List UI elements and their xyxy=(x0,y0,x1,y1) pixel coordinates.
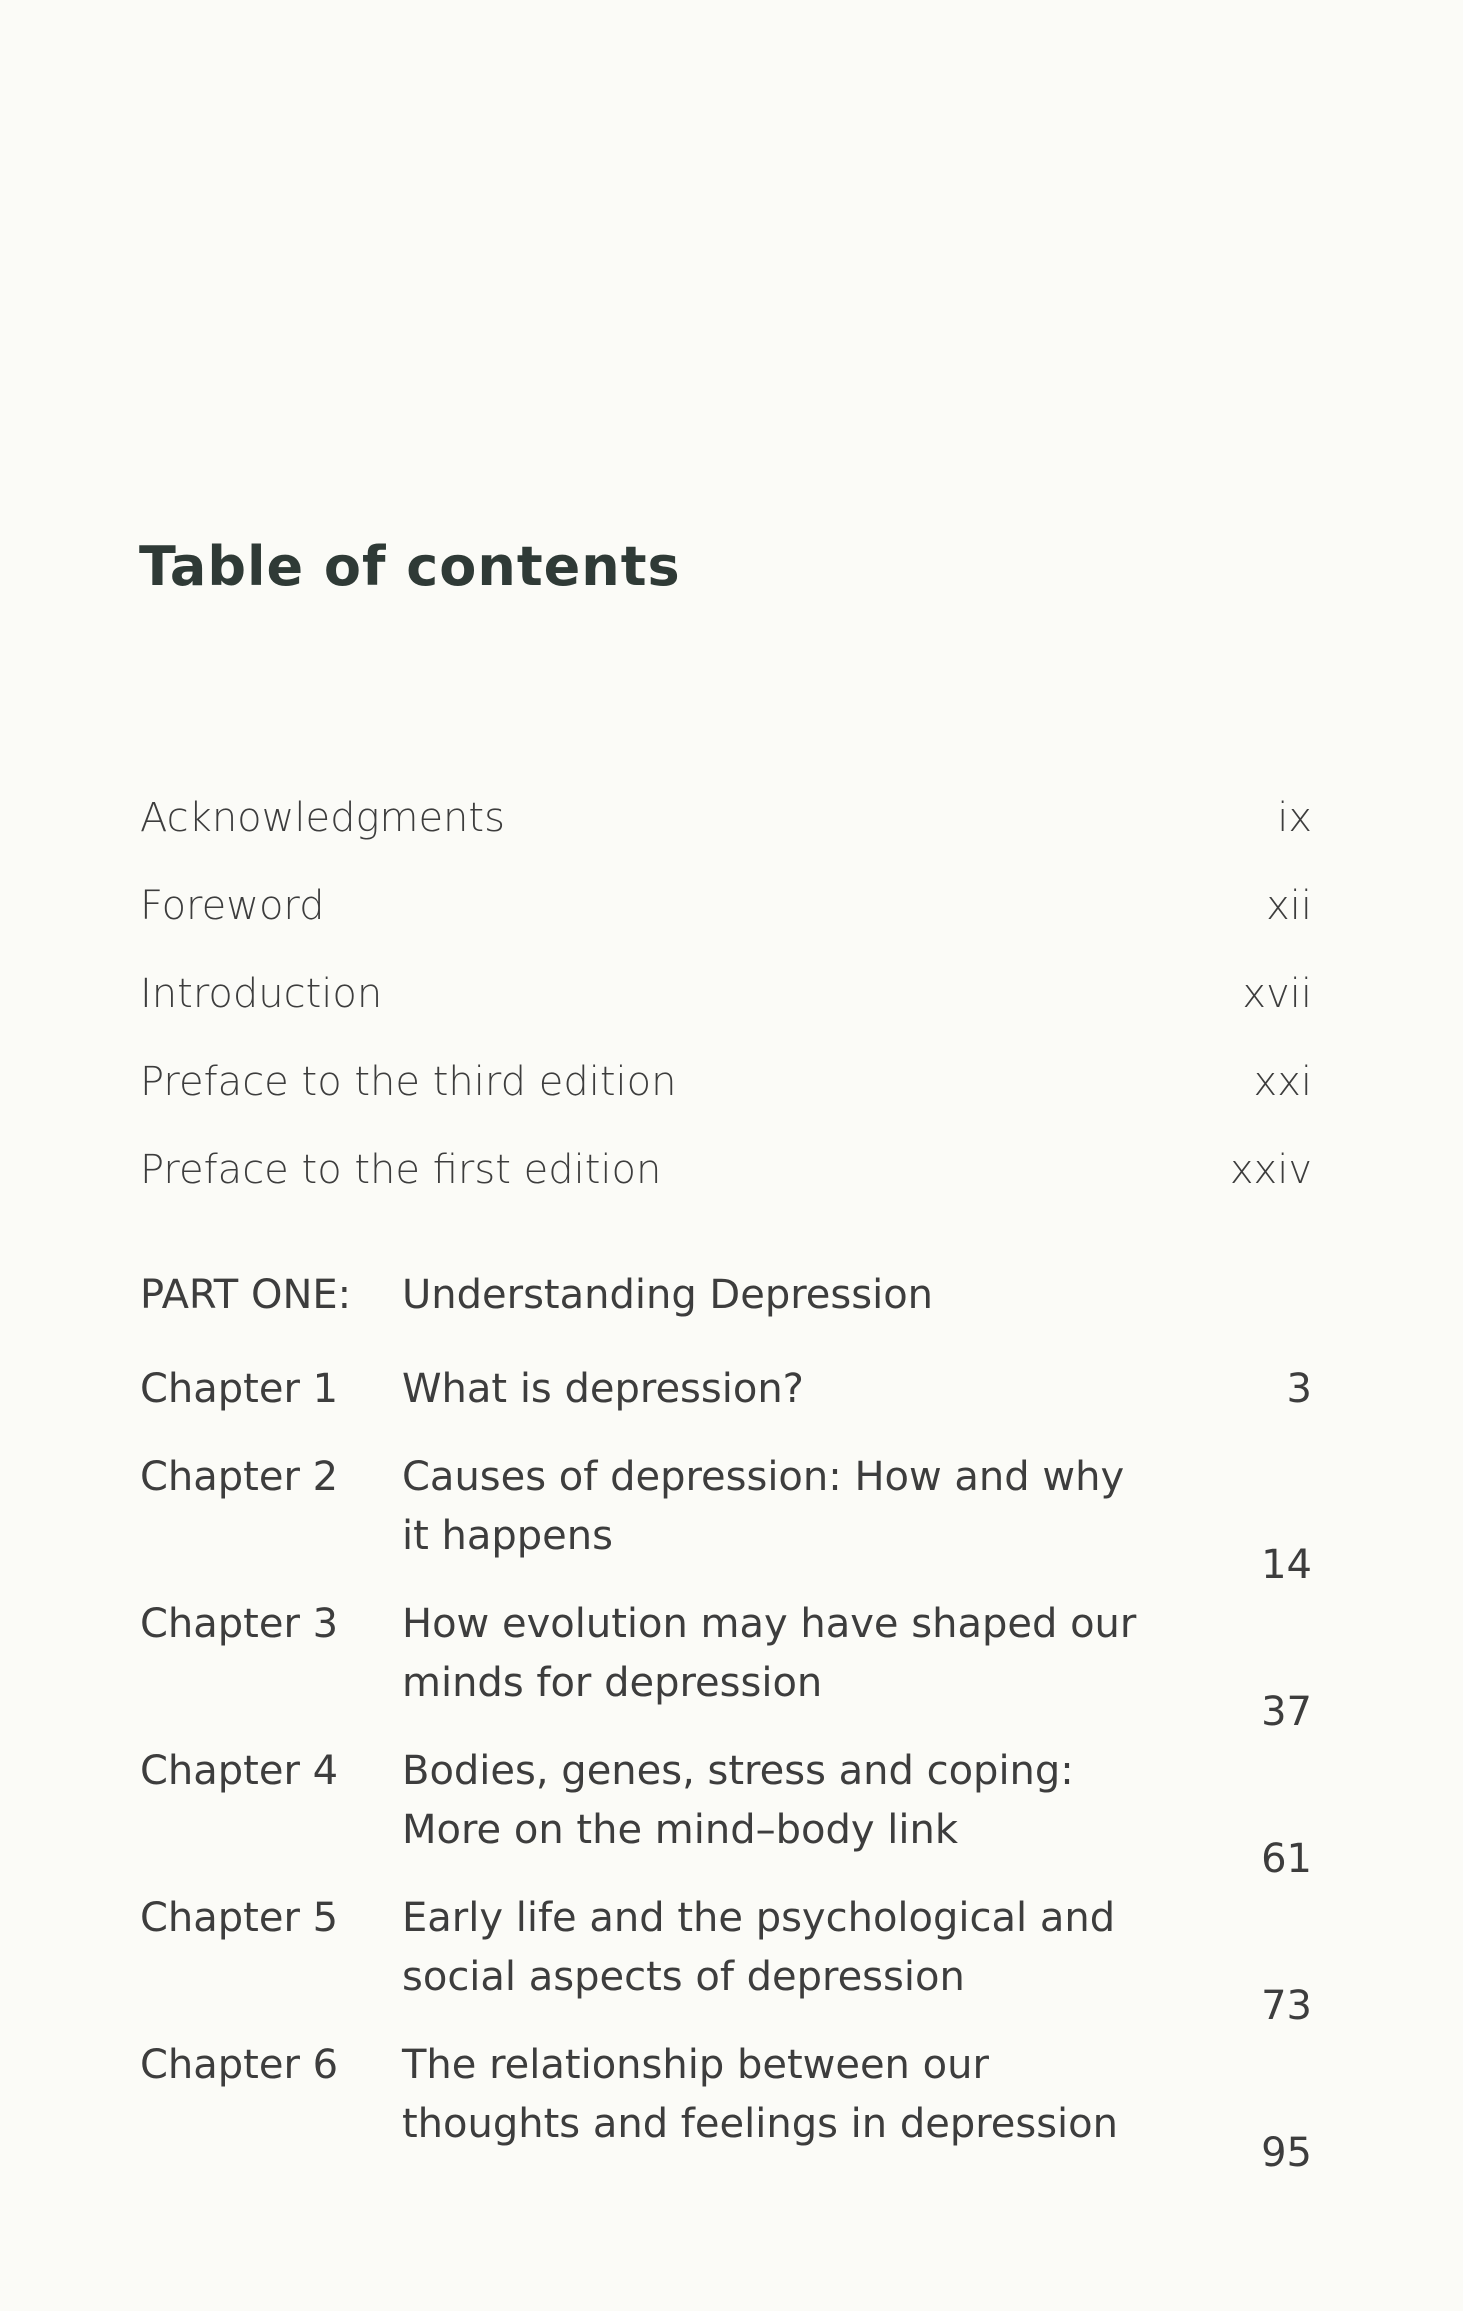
toc-chapter-5 xyxy=(140,1889,1312,2036)
chapter-title: Causes of depression: How and why it happens xyxy=(402,1454,1125,1559)
toc-entry-preface-first xyxy=(140,1147,1312,1235)
chapter-title: Bodies, genes, stress and coping: More on the mind–body link xyxy=(402,1748,1074,1853)
toc-entry-page: ix xyxy=(1277,795,1312,841)
toc-entry-introduction xyxy=(140,971,1312,1059)
toc-entry-label: Introduction xyxy=(140,971,383,1017)
chapter-page: 3 xyxy=(1286,1366,1312,1412)
chapter-label: Chapter 1 xyxy=(140,1366,339,1412)
chapter-list xyxy=(140,1360,1312,2183)
chapter-label: Chapter 2 xyxy=(140,1454,339,1500)
toc-entry-label: Acknowledgments xyxy=(140,795,505,841)
chapter-title: How evolution may have shaped our minds for depression xyxy=(402,1601,1137,1706)
toc-chapter-6 xyxy=(140,2036,1312,2183)
toc-entry-acknowledgments xyxy=(140,795,1312,883)
toc-entry-label: Preface to the third edition xyxy=(140,1059,677,1105)
part-title: Understanding Depression xyxy=(402,1272,934,1318)
toc-chapter-1 xyxy=(140,1360,1312,1448)
chapter-page: 61 xyxy=(1261,1836,1312,1882)
toc-entry-page: xxi xyxy=(1253,1059,1312,1105)
toc-entry-page: xvii xyxy=(1242,971,1312,1017)
page-title: Table of contents xyxy=(139,535,681,598)
chapter-page: 95 xyxy=(1261,2130,1312,2176)
chapter-page: 37 xyxy=(1261,1689,1312,1735)
toc-chapter-4 xyxy=(140,1742,1312,1889)
chapter-title: What is depression? xyxy=(402,1366,804,1412)
toc-chapter-2 xyxy=(140,1448,1312,1595)
chapter-page: 73 xyxy=(1261,1983,1312,2029)
chapter-label: Chapter 5 xyxy=(140,1895,339,1941)
chapter-page: 14 xyxy=(1261,1542,1312,1588)
chapter-label: Chapter 6 xyxy=(140,2042,339,2088)
chapter-title: Early life and the psychological and social aspects of depression xyxy=(402,1895,1116,2000)
toc-entry-preface-third xyxy=(140,1059,1312,1147)
toc-entry-page: xii xyxy=(1266,883,1312,929)
toc-chapter-3 xyxy=(140,1595,1312,1742)
chapter-label: Chapter 3 xyxy=(140,1601,339,1647)
toc-entry-foreword xyxy=(140,883,1312,971)
toc-entry-page: xxiv xyxy=(1229,1147,1312,1193)
part-label: PART ONE: xyxy=(140,1272,352,1318)
front-matter-list xyxy=(140,795,1312,1235)
toc-entry-label: Foreword xyxy=(140,883,325,929)
chapter-title: The relationship between our thoughts and feelings in depression xyxy=(402,2042,1118,2147)
chapter-label: Chapter 4 xyxy=(140,1748,339,1794)
toc-entry-label: Preface to the first edition xyxy=(140,1147,662,1193)
